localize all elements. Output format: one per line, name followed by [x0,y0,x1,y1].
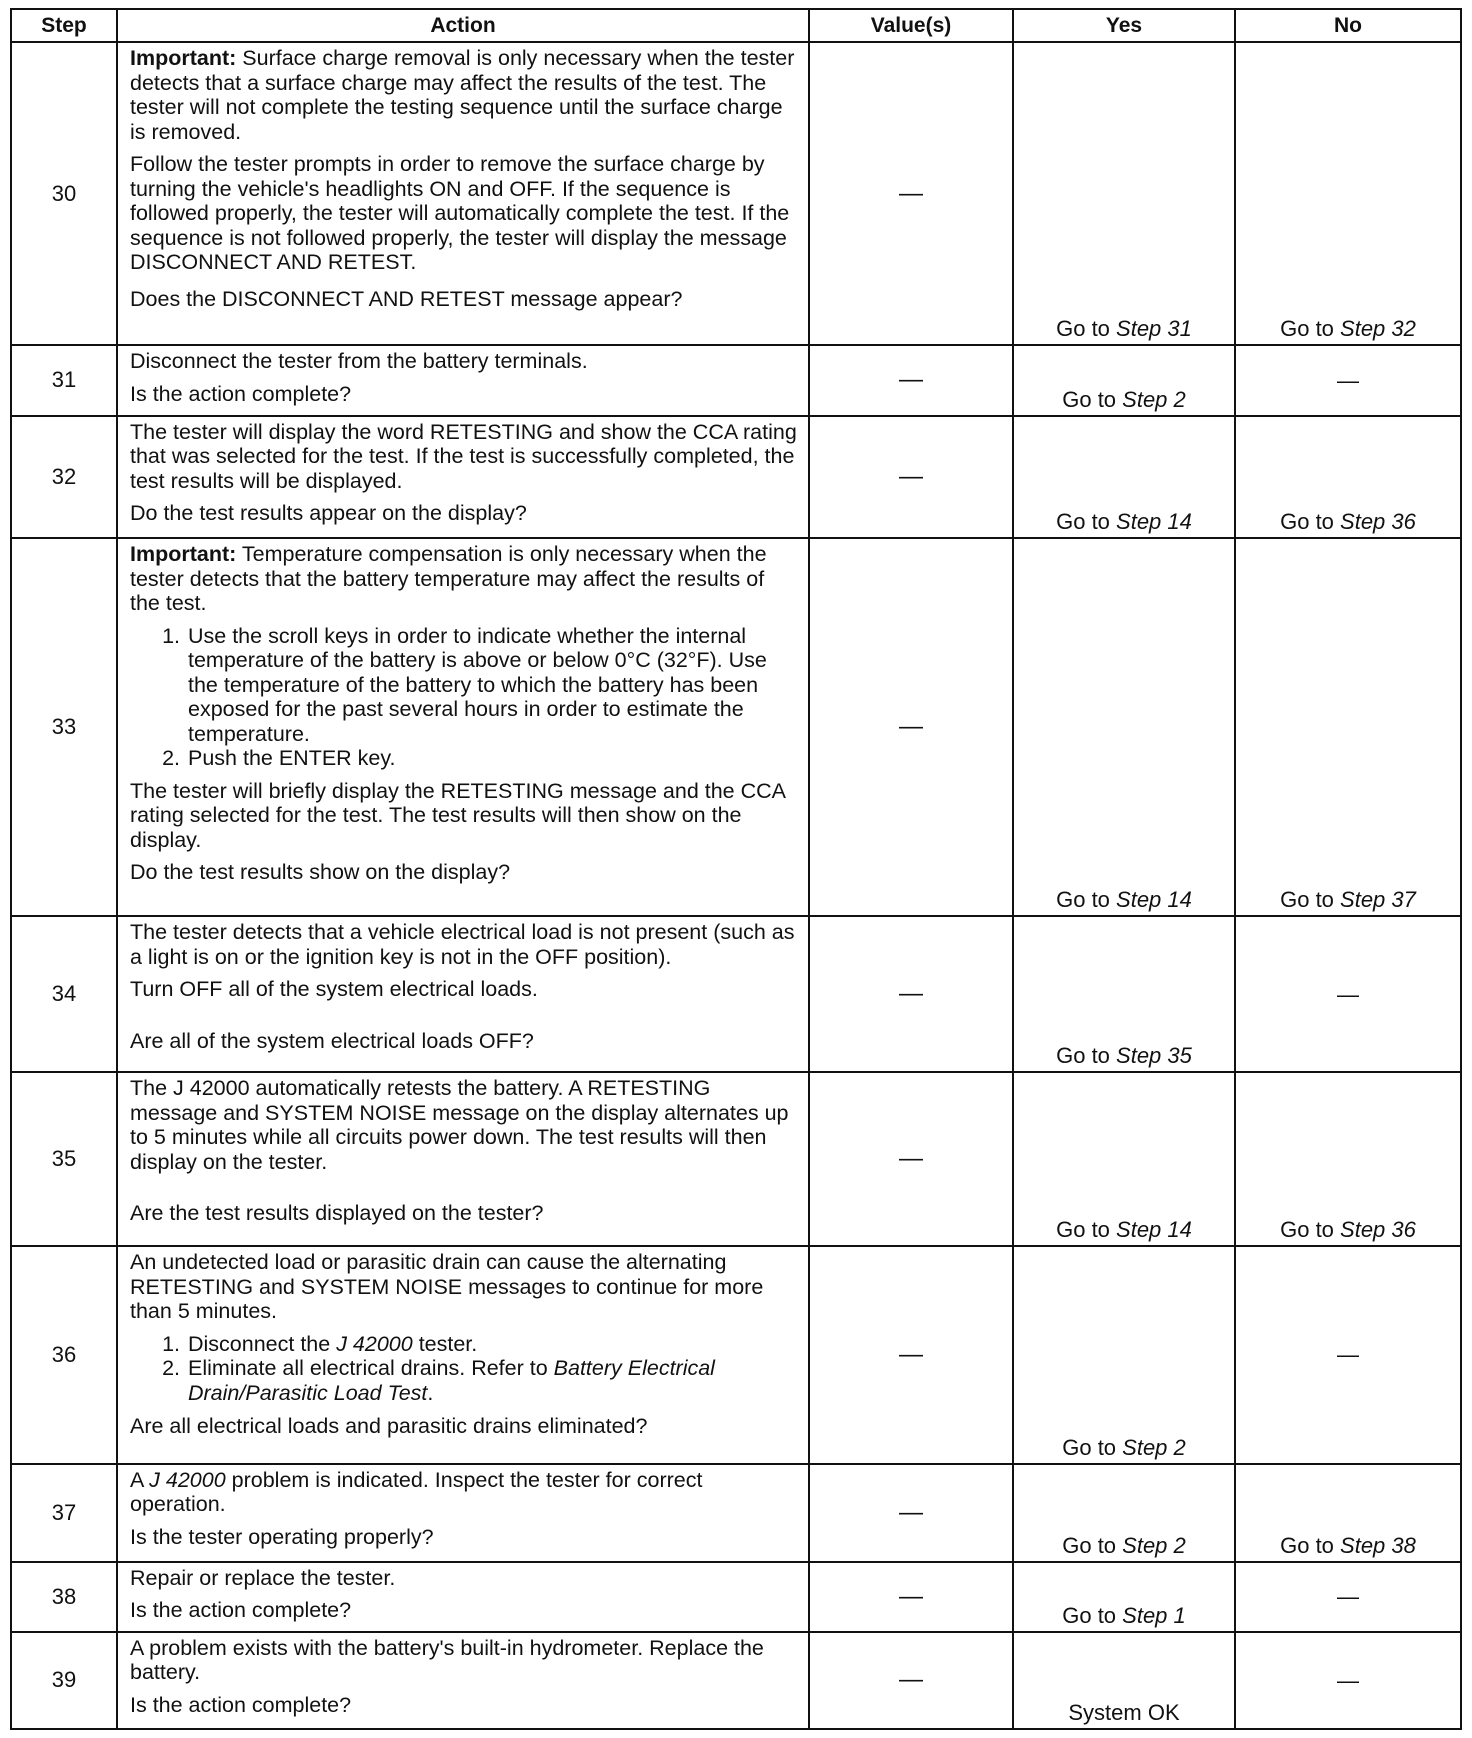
step-number: 30 [11,42,117,345]
action-paragraph [130,1566,798,1591]
italic-reference: Step 32 [1340,316,1416,342]
italic-reference: Step 2 [1122,1434,1186,1460]
value-dash: — [899,1145,923,1173]
action-cell [117,345,809,415]
procedure-list [130,1332,798,1406]
text-run: Are all of the system electrical loads OFF? [130,1028,534,1053]
text-run: Go to [1062,386,1123,412]
table-row [11,416,1461,539]
no-dash: — [1337,1667,1359,1693]
action-paragraph [130,1636,798,1685]
text-run: problem is indicated. Inspect the tester for correct operation. [130,1467,703,1517]
text-run: Is the action complete? [130,1598,352,1623]
step-number: 32 [11,416,117,539]
table-row [11,538,1461,916]
text-run: An undetected load or parasitic drain can cause the alternating RETESTING and SYSTEM NOISE messages to continue for more than 5 minutes. [130,1250,764,1324]
no-cell [1235,1246,1461,1463]
no-cell [1235,1562,1461,1632]
no-cell [1235,916,1461,1072]
text-run: Are the test results displayed on the tester? [130,1200,544,1225]
yes-cell [1013,1246,1235,1463]
action-paragraph [130,420,798,494]
action-cell [117,416,809,539]
text-run: Go to [1062,1434,1123,1460]
text-run: The tester detects that a vehicle electrical load is not present (such as a light is on or the ignition key is not in the OFF position). [130,920,795,969]
step-number: 31 [11,345,117,415]
action-question [130,501,798,526]
action-paragraph [130,152,798,275]
italic-reference: Step 35 [1116,1043,1192,1069]
text-run: Follow the tester prompts in order to remove the surface charge by turning the vehicle's headlights ON and OFF. If the sequence is followed properly, the tester will automatically complete the test. If the sequence is not followed properly, the tester will display the message DISCONNECT AND RETEST. [130,152,790,274]
table-row [11,345,1461,415]
step-number: 39 [11,1632,117,1729]
action-cell [117,538,809,916]
yes-cell [1013,345,1235,415]
italic-reference: Step 2 [1122,1532,1186,1558]
value-dash: — [899,179,923,207]
step-number: 36 [11,1246,117,1463]
no-dash: — [1337,981,1359,1007]
value-cell [809,1464,1013,1562]
value-cell [809,345,1013,415]
text-run: Disconnect the [188,1331,337,1356]
action-question [130,1201,798,1226]
italic-reference: Step 37 [1340,887,1416,913]
text-run: Repair or replace the tester. [130,1565,396,1590]
text-run: Go to [1280,1532,1341,1558]
value-dash: — [899,713,923,741]
value-dash: — [899,1666,923,1694]
text-run: Go to [1280,887,1341,913]
no-dash: — [1337,1584,1359,1610]
value-dash: — [899,980,923,1008]
text-run: Go to [1280,1217,1341,1243]
action-question [130,1029,798,1054]
text-run: Surface charge removal is only necessary when the tester detects that a surface charge may affect the results of the test. The tester will not complete the testing sequence until the surface charge is removed. [130,46,795,144]
text-run: Go to [1280,509,1341,535]
value-cell [809,916,1013,1072]
italic-reference: Step 1 [1122,1602,1186,1628]
action-question [130,860,798,885]
action-paragraph [130,349,798,374]
header-step: Step [11,9,117,42]
value-dash: — [899,1582,923,1610]
diagnostic-step-table [10,8,1462,1730]
text-run: Go to [1056,316,1117,342]
action-question [130,382,798,407]
action-paragraph [130,1468,798,1517]
header-no: No [1235,9,1461,42]
yes-cell [1013,42,1235,345]
bold-label: Important: [130,46,237,70]
text-run: The tester will display the word RETESTING and show the CCA rating that was selected for the test. If the test is successfully completed, the test results will be displayed. [130,419,797,493]
italic-reference: Step 2 [1122,386,1186,412]
value-cell [809,42,1013,345]
text-run: Disconnect the tester from the battery terminals. [130,349,588,374]
step-number: 35 [11,1072,117,1246]
text-run: Go to [1056,509,1117,535]
value-dash: — [899,1498,923,1526]
text-run: Is the action complete? [130,1692,352,1717]
yes-cell [1013,916,1235,1072]
text-run: Go to [1056,1217,1117,1243]
action-paragraph [130,977,798,1002]
text-run: A [130,1467,150,1492]
table-body [11,42,1461,1729]
action-cell [117,1562,809,1632]
value-cell [809,1246,1013,1463]
action-cell [117,1072,809,1246]
no-cell [1235,1632,1461,1729]
yes-cell [1013,1562,1235,1632]
text-run: Go to [1056,1043,1117,1069]
bold-label: Important: [130,542,237,567]
text-run: A problem exists with the battery's built-in hydrometer. Replace the battery. [130,1635,764,1685]
text-run: Use the scroll keys in order to indicate whether the internal temperature of the battery is above or below 0°C (32°F). Use the temperature of the battery to which the battery has been exposed for the past several hours in order to estimate the temperature. [188,623,767,746]
action-paragraph [130,779,798,853]
text-run: Push the ENTER key. [188,746,396,771]
italic-reference: Step 36 [1340,509,1416,535]
step-number: 33 [11,538,117,916]
text-run: Do the test results appear on the display? [130,501,527,525]
yes-cell [1013,1464,1235,1562]
text-run: Are all electrical loads and parasitic drains eliminated? [130,1413,648,1438]
italic-reference: Step 38 [1340,1532,1416,1558]
value-dash: — [899,1340,923,1368]
action-paragraph [130,1250,798,1324]
text-run: Go to [1280,316,1341,342]
text-run: Go to [1056,887,1117,913]
text-run: Go to [1062,1602,1123,1628]
procedure-list [130,624,798,771]
italic-reference: Step 36 [1340,1217,1416,1243]
no-cell [1235,345,1461,415]
table-row [11,1072,1461,1246]
yes-cell [1013,1632,1235,1729]
yes-cell [1013,1072,1235,1246]
table-row [11,42,1461,345]
table-row [11,1464,1461,1562]
text-run: System OK [1068,1700,1180,1725]
value-cell [809,1072,1013,1246]
text-run: Does the DISCONNECT AND RETEST message appear? [130,286,683,311]
action-cell [117,1246,809,1463]
table-row [11,1632,1461,1729]
text-run: Is the action complete? [130,381,352,406]
italic-reference: J 42000 [336,1331,413,1356]
procedure-list-item [186,624,798,747]
text-run: The J 42000 automatically retests the battery. A RETESTING message and SYSTEM NOISE message on the display alternates up to 5 minutes while all circuits power down. The test results will then display on the tester. [130,1076,789,1174]
yes-cell [1013,416,1235,539]
action-paragraph [130,1076,798,1174]
italic-reference: J 42000 [149,1467,226,1492]
header-action: Action [117,9,809,42]
no-cell [1235,538,1461,916]
action-cell [117,1632,809,1729]
text-run: Turn OFF all of the system electrical loads. [130,977,538,1002]
value-dash: — [899,462,923,490]
no-dash: — [1337,367,1359,393]
step-number: 38 [11,1562,117,1632]
italic-reference: Step 14 [1116,887,1192,913]
value-cell [809,416,1013,539]
action-cell [117,42,809,345]
text-run: The tester will briefly display the RETESTING message and the CCA rating selected for the test. The test results will then show on the display. [130,778,785,852]
action-question [130,287,798,312]
text-run: tester. [412,1331,478,1356]
text-run: . [427,1380,434,1405]
table-row [11,1246,1461,1463]
action-paragraph [130,920,798,969]
italic-reference: Battery Electrical Drain/Parasitic Load Test [188,1356,715,1405]
text-run: Eliminate all electrical drains. Refer to [188,1356,554,1381]
italic-reference: Step 31 [1116,316,1192,342]
action-question [130,1598,798,1623]
action-cell [117,916,809,1072]
action-question [130,1414,798,1439]
text-run: Go to [1062,1532,1123,1558]
value-dash: — [899,366,923,394]
value-cell [809,538,1013,916]
action-question [130,1693,798,1718]
procedure-list-item [186,746,798,771]
step-number: 37 [11,1464,117,1562]
procedure-list-item [186,1332,798,1357]
no-dash: — [1337,1342,1359,1368]
italic-reference: Step 14 [1116,1217,1192,1243]
table-row [11,1562,1461,1632]
action-cell [117,1464,809,1562]
value-cell [809,1632,1013,1729]
text-run: Temperature compensation is only necessary when the tester detects that the battery temperature may affect the results of the test. [130,542,767,616]
value-cell [809,1562,1013,1632]
text-run: Do the test results show on the display? [130,860,511,885]
no-cell [1235,1464,1461,1562]
action-question [130,1525,798,1550]
no-cell [1235,416,1461,539]
procedure-list-item [186,1356,798,1405]
action-paragraph [130,542,798,616]
table-row [11,916,1461,1072]
action-paragraph [130,46,798,144]
text-run: Is the tester operating properly? [130,1524,434,1549]
yes-cell [1013,538,1235,916]
no-cell [1235,1072,1461,1246]
no-cell [1235,42,1461,345]
table-header-row [11,9,1461,42]
italic-reference: Step 14 [1116,509,1192,535]
header-yes: Yes [1013,9,1235,42]
header-values: Value(s) [809,9,1013,42]
step-number: 34 [11,916,117,1072]
